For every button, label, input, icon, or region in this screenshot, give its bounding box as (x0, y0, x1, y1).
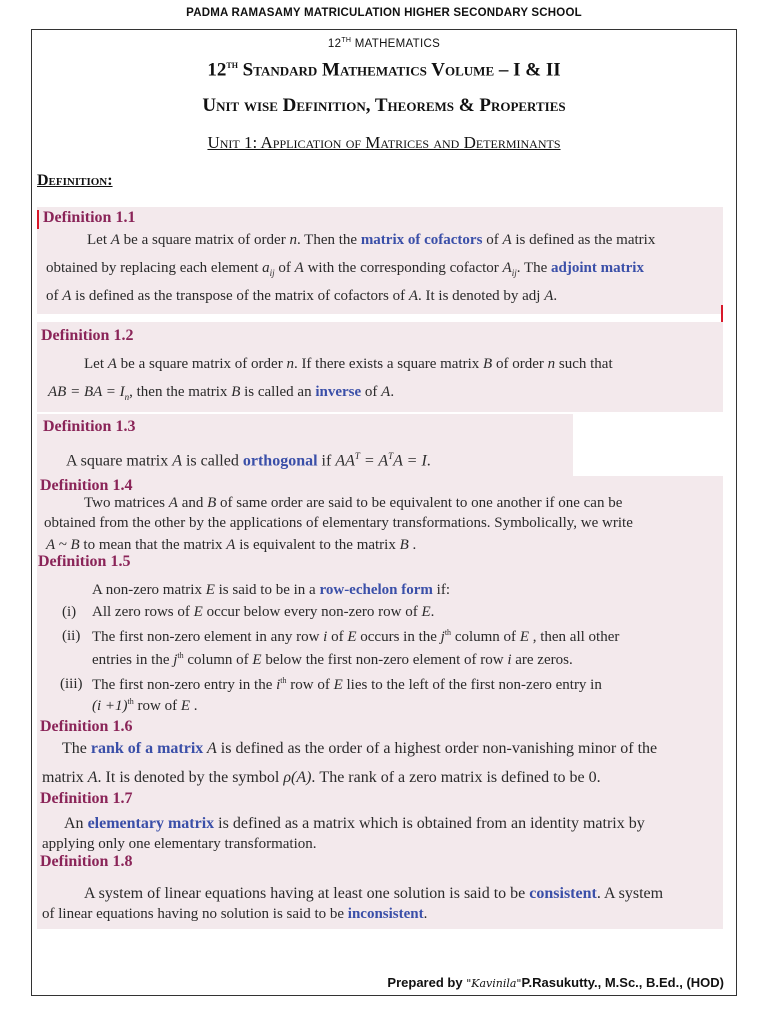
keyword-row-echelon-form: row-echelon form (319, 582, 433, 598)
definition-1-5-title: Definition 1.5 (38, 553, 131, 570)
definition-1-7-title: Definition 1.7 (40, 790, 133, 807)
definition-1-1-line-1: Let A be a square matrix of order n. Then the matrix of cofactors of A is defined as the matrix (87, 232, 656, 248)
keyword-rank-of-a-matrix: rank of a matrix (90, 740, 204, 757)
definition-1-5-item-1-marker: (i) (62, 604, 77, 620)
definition-1-5-item-2-line-2: entries in the $j^{th}$ column of E below the first non-zero element of row i are zeros. (92, 651, 573, 668)
subject-label: 12TH MATHEMATICS (327, 37, 441, 50)
keyword-orthogonal: orthogonal (242, 452, 318, 470)
keyword-adjoint-matrix: adjoint matrix (551, 260, 644, 276)
definition-1-1-title: Definition 1.1 (43, 209, 136, 226)
definition-1-4-title: Definition 1.4 (40, 477, 133, 494)
document-subtitle: Unit wise Definition, Theorems & Properties (202, 95, 566, 116)
definition-1-8-title: Definition 1.8 (40, 853, 133, 870)
definition-1-5-item-2-marker: (ii) (62, 628, 81, 644)
definition-1-1-line-3: of A is defined as the transpose of the matrix of cofactors of A. It is denoted by adj A. (46, 288, 558, 304)
definition-1-6-title: Definition 1.6 (40, 718, 133, 735)
definition-1-5-item-2-line-1: The first non-zero element in any row i of E occurs in the $j^{th}$ column of E , then all other (92, 628, 620, 645)
definition-1-5-item-3-line-1: The first non-zero entry in the $i^{th}$ row of E lies to the left of the first non-zero entry in (92, 676, 602, 693)
definition-1-3-title: Definition 1.3 (43, 418, 136, 435)
definition-1-8-line-2: of linear equations having no solution is said to be inconsistent. (42, 906, 428, 922)
definition-1-5-item-3-marker: (iii) (60, 676, 83, 692)
definition-1-2-title: Definition 1.2 (41, 327, 134, 344)
left-marker (37, 210, 39, 229)
definition-1-5-line-1: A non-zero matrix E is said to be in a row-echelon form if: (92, 582, 450, 598)
definition-1-3-line-1: A square matrix A is called orthogonal if $AA^T = A^TA = I$. (66, 451, 431, 470)
definition-1-4-line-2: obtained from the other by the applications of elementary transformations. Symbolically, we write (44, 515, 633, 531)
school-name: PADMA RAMASAMY MATRICULATION HIGHER SECONDARY SCHOOL (186, 7, 582, 19)
definition-1-2-line-2: AB = BA = $I_n$, then the matrix B is called an inverse of A. (48, 384, 395, 402)
keyword-inconsistent: inconsistent (347, 906, 424, 922)
definition-1-6-line-1: The rank of a matrix A is defined as the order of a highest order non-vanishing minor of the (62, 740, 658, 757)
unit-heading: Unit 1: Application of Matrices and Determinants (207, 133, 561, 152)
definition-1-4-line-3: A ~ B to mean that the matrix A is equivalent to the matrix B . (46, 537, 417, 553)
definition-1-2-line-1: Let A be a square matrix of order n. If there exists a square matrix B of order n such that (84, 356, 613, 372)
section-heading: Definition: (37, 172, 113, 189)
definition-1-5-item-1: All zero rows of E occur below every non-zero row of E. (92, 604, 435, 620)
definition-1-7-line-2: applying only one elementary transformation. (42, 836, 317, 852)
definition-1-4-line-1: Two matrices A and B of same order are said to be equivalent to one another if one can be (84, 495, 623, 511)
definition-1-7-line-1: An elementary matrix is defined as a matrix which is obtained from an identity matrix by (64, 815, 645, 832)
definition-1-1-line-2: obtained by replacing each element $a_{ij}$ of A with the corresponding cofactor $A_{ij}$. The adjoint matrix (46, 260, 644, 278)
document-title: 12th Standard Mathematics Volume – I & II (207, 59, 561, 81)
keyword-matrix-of-cofactors: matrix of cofactors (360, 232, 483, 248)
definition-1-8-line-1: A system of linear equations having at least one solution is said to be consistent. A system (84, 885, 664, 902)
definition-1-5-item-3-line-2: $(i +1)^{th}$ row of E . (92, 697, 198, 714)
keyword-consistent: consistent (529, 885, 597, 902)
definition-1-6-line-2: matrix A. It is denoted by the symbol ρ(A). The rank of a zero matrix is defined to be 0. (42, 769, 601, 786)
prepared-by-credit: Prepared by "Kavinila"P.Rasukutty., M.Sc., B.Ed., (HOD) (387, 975, 724, 990)
keyword-elementary-matrix: elementary matrix (87, 815, 215, 832)
keyword-inverse: inverse (315, 384, 362, 400)
